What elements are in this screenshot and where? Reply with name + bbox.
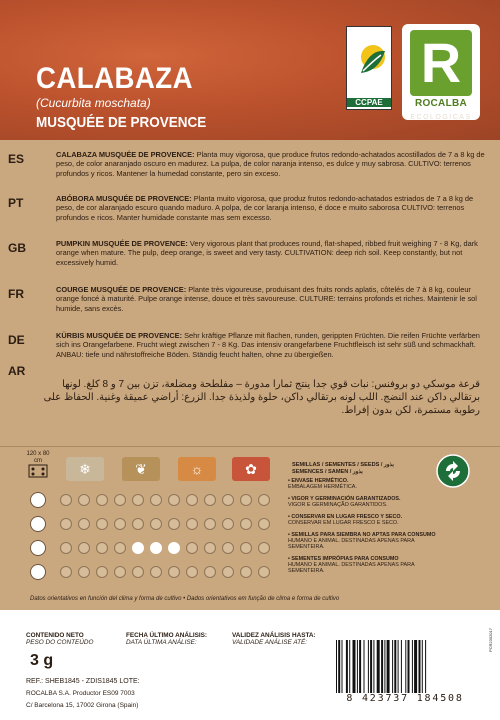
barcode-bar [401, 640, 402, 697]
month-dot [60, 542, 72, 554]
month-dot [186, 542, 198, 554]
date-label-pt: DATA ÚLTIMA ANÁLISE: [126, 639, 197, 647]
month-dot [258, 518, 270, 530]
legend-italic: EMBALAGEM HERMÉTICA. [288, 484, 357, 490]
desc-text: Planta muy vigorosa, que produce frutos redondo-achatados acostillados de 7 a 8 kg de peso, de color anaranjado oscuro en madurez. La pulpa, de color naranja intenso, es dulce y muy sabrosa. CULTIVO: terrenos profundos y ricos. Mantener la humedad constante, pero sin exceso. [56, 150, 485, 178]
legend-bold: • CONSERVAR EN LUGAR FRESCO Y SECO. [288, 514, 403, 520]
month-dot [132, 566, 144, 578]
lang-code-pt: PT [8, 196, 24, 210]
leaf-icon [122, 457, 160, 481]
month-dot [150, 542, 162, 554]
month-dot [186, 518, 198, 530]
legend-bold: • ENVASE HERMÉTICO. [288, 478, 349, 484]
lang-code-es: ES [8, 152, 25, 166]
svg-text:❄: ❄ [79, 461, 91, 477]
description-es [56, 150, 486, 178]
barcode-bar [398, 640, 399, 697]
month-dot [96, 542, 108, 554]
month-dot [114, 542, 126, 554]
month-dot [114, 494, 126, 506]
lang-code-gb: GB [8, 241, 26, 255]
svg-text:❦: ❦ [135, 461, 147, 477]
barcode-bar [357, 640, 358, 697]
description-fr [56, 285, 486, 313]
barcode-bar [392, 640, 393, 697]
barcode-bar [349, 640, 350, 697]
month-dot [186, 494, 198, 506]
barcode-bar [346, 640, 348, 697]
barcode-bar [414, 640, 417, 697]
barcode-bar [394, 640, 396, 697]
desc-name: KÜRBIS MUSQUÉE DE PROVENCE: [56, 331, 183, 340]
recycle-green-dot-icon [436, 454, 470, 488]
barcode-bar [419, 640, 421, 697]
month-dot [240, 542, 252, 554]
month-dot [240, 518, 252, 530]
barcode-bar [408, 640, 410, 697]
month-dot [150, 566, 162, 578]
description-pt [56, 194, 486, 222]
barcode-bar [405, 640, 406, 697]
snowflake-icon [66, 457, 104, 481]
desc-text: Plante très vigoureuse, produisant des fruits ronds aplatis, côtelés de 7 à 8 kg, couleur orange foncé à maturité. Pulpe orange intense, douce et très savoureuse. CULTURE: terrains profonds et riches. Maintenir le sol humide, sans excès. [56, 285, 477, 313]
barcode-bar [384, 640, 385, 697]
month-dot [78, 542, 90, 554]
brand-tagline: ECOLOGICAS [410, 114, 472, 121]
month-dot [258, 494, 270, 506]
description-gb [56, 239, 486, 267]
spacing-label [26, 451, 50, 465]
brand-name: ROCALBA [414, 98, 468, 109]
month-dot [204, 566, 216, 578]
month-dot [168, 494, 180, 506]
barcode-bar [370, 640, 372, 697]
desc-text: Planta muito vigorosa, que produz frutos redondo-achatados estriados de 7 a 8 kg de peso, de cor alaranjado escuro quando maduro. A polpa, de cor laranja intenso, é doce e muito saborosa CULTIVO: terrenos profundos e ricos. Manter humidade constante mas sem excesso. [56, 194, 474, 222]
date-label: FECHA ÚLTIMO ANÁLISIS: [126, 632, 208, 639]
divider [0, 446, 500, 447]
transplant-icon [30, 540, 46, 556]
month-dot [78, 494, 90, 506]
description-ar: قرعة موسكي دو بروفنس: نبات قوي جدا ينتج ثمارا مدورة – مفلطحة ومضلعة، تزن بين 7 و 8 كلغ. لونها برتقالي داكن عند النضج. اللب لونه برتقالي داكن، حلوة ولذيذة جدا. الزرع: أراضي عميقة وغنية. الحفاظ على رطوبة مستمرة، لكن بدون إفراط. [43, 379, 480, 416]
legend-item [288, 478, 438, 490]
lang-code-ar: AR [8, 364, 26, 378]
ccpae-label: CCPAE [347, 98, 391, 107]
month-dot [222, 518, 234, 530]
calendar-row [60, 542, 280, 556]
month-dot [204, 494, 216, 506]
legend-italic: HUMANO E ANIMAL. DESTINADAS APENAS PARA SEMENTEIRA. [288, 538, 415, 550]
desc-name: ABÓBORA MUSQUÉE DE PROVENCE: [56, 194, 192, 203]
product-title: CALABAZA [36, 62, 193, 95]
barcode-bar [387, 640, 390, 697]
month-dot [78, 518, 90, 530]
month-dot [150, 518, 162, 530]
calendar-row [60, 494, 280, 508]
net-weight: 3 g [30, 652, 54, 669]
net-label-pt: PESO DO CONTEÚDO [26, 639, 94, 647]
month-dot [60, 518, 72, 530]
desc-text: Sehr kräftige Pflanze mit flachen, runden, gerippten Früchten. Die reifen Früchte verfärben sich ins Orangefarbene. Frucht wiegt zwischen 7 - 8 Kg. Das intensiv orangefarbene Fruchtfleisch ist sehr süß und schmackhaft. ANBAU: tiefe und nährstoffreiche Böden. Ständig feucht halten, ohne zu übergießen. [56, 331, 480, 359]
side-code: PCR2302017 [488, 628, 493, 653]
barcode-bar [412, 640, 413, 697]
latin-name: (Cucurbita moschata) [36, 96, 151, 110]
month-dot [78, 566, 90, 578]
month-dot [132, 542, 144, 554]
lang-code-fr: FR [8, 287, 24, 301]
month-dot [132, 494, 144, 506]
legend-italic: VIGOR E GERMINAÇÃO GARANTIDOS. [288, 502, 388, 508]
month-dot [240, 494, 252, 506]
svg-text:✿: ✿ [245, 461, 257, 477]
reference-code: REF.: SHEB1845 - ZDIS1845 LOTE: [26, 678, 140, 685]
barcode-bar [336, 640, 337, 697]
brand-letter: R [410, 30, 472, 96]
month-dot [258, 542, 270, 554]
header-banner [0, 0, 500, 140]
barcode-bar [353, 640, 356, 697]
maple-leaf-icon [232, 457, 270, 481]
barcode-bar [342, 640, 343, 697]
calendar-row [60, 518, 280, 532]
analysis-validity-label [232, 632, 316, 647]
month-dot [168, 566, 180, 578]
barcode-bar [373, 640, 374, 697]
seed-tray-icon [30, 492, 46, 508]
net-label: CONTENIDO NETO [26, 632, 84, 639]
legend-bold: • SEMENTES IMPRÓPIAS PARA CONSUMO [288, 556, 399, 562]
month-dot [204, 518, 216, 530]
legend-item [288, 514, 438, 526]
spacing-value: 120 x 80 [26, 451, 50, 457]
legend-title-line: SEMILLAS / SEMENTES / SEEDS / بذور [292, 462, 394, 468]
month-dot [186, 566, 198, 578]
legend-item [288, 532, 438, 550]
barcode-bar [368, 640, 369, 697]
rocalba-logo [402, 24, 480, 120]
outdoor-sowing-icon [30, 516, 46, 532]
calendar-row [60, 566, 280, 580]
month-dot [60, 566, 72, 578]
month-dot [258, 566, 270, 578]
last-analysis-label [126, 632, 207, 647]
legend-item [288, 496, 438, 508]
ccpae-certification-badge [346, 26, 392, 110]
desc-text: Very vigorous plant that produces round, flat-shaped, ribbed fruit weighing 7 - 8 Kg, dark orange when mature. The pulp, deep orange, is sweet and very tasty. CULTIVATION: deep rich soil. Keep constantly, but not excessively humid. [56, 239, 478, 267]
month-dot [96, 494, 108, 506]
month-dot [168, 518, 180, 530]
spacing-unit: cm [34, 458, 42, 464]
svg-text:☼: ☼ [190, 461, 204, 477]
barcode-bar [377, 640, 380, 697]
month-dot [114, 566, 126, 578]
desc-name: PUMPKIN MUSQUÉE DE PROVENCE: [56, 239, 188, 248]
company-address: C/ Barcelona 15, 17002 Girona (Spain) [26, 702, 139, 709]
desc-name: COURGE MUSQUÉE DE PROVENCE: [56, 285, 187, 294]
month-dot [168, 542, 180, 554]
lang-code-de: DE [8, 333, 25, 347]
month-dot [240, 566, 252, 578]
variety-name: MUSQUÉE DE PROVENCE [36, 114, 207, 131]
month-dot [132, 518, 144, 530]
legend-bold: • SEMILLAS PARA SIEMBRA NO APTAS PARA CONSUMO [288, 532, 436, 538]
month-dot [114, 518, 126, 530]
month-dot [222, 566, 234, 578]
net-content-label [26, 632, 93, 647]
barcode-bar [425, 640, 426, 697]
barcode-bar [359, 640, 361, 697]
month-dot [204, 542, 216, 554]
harvest-icon [30, 564, 46, 580]
valid-label-pt: VALIDADE ANÁLISE ATÉ: [232, 639, 308, 647]
month-dot [60, 494, 72, 506]
legend-item [288, 556, 438, 574]
legend-bold: • VIGOR Y GERMINACIÓN GARANTIZADOS. [288, 496, 401, 502]
valid-label: VALIDEZ ANÁLISIS HASTA: [232, 632, 316, 639]
legend-italic: HUMANO E ANIMAL. DESTINADAS APENAS PARA SEMENTEIRA. [288, 562, 415, 574]
spacing-grid-icon [28, 464, 48, 478]
month-dot [96, 566, 108, 578]
desc-name: CALABAZA MUSQUÉE DE PROVENCE: [56, 150, 195, 159]
month-dot [150, 494, 162, 506]
sun-icon [178, 457, 216, 481]
barcode-bar [364, 640, 365, 697]
legend-title [292, 462, 394, 475]
legend-italic: CONSERVAR EM LUGAR FRESCO E SECO. [288, 520, 399, 526]
barcode-bar [338, 640, 340, 697]
month-dot [222, 494, 234, 506]
barcode-digits: 8 423737 184508 [330, 693, 480, 704]
description-de [56, 331, 486, 359]
legend-subtitle-line: SEMENCES / SAMEN / بذور [292, 468, 363, 475]
barcode-bar [422, 640, 423, 697]
month-dot [96, 518, 108, 530]
month-dot [222, 542, 234, 554]
barcode-bar [381, 640, 383, 697]
organic-leaf-icon [349, 31, 389, 91]
company-name: ROCALBA S.A. Productor ES09 7003 [26, 690, 135, 697]
orientative-note: Datos orientativos en función del clima y forma de cultivo • Dados orientativos em função de clima e forma de cultivo [30, 596, 340, 602]
